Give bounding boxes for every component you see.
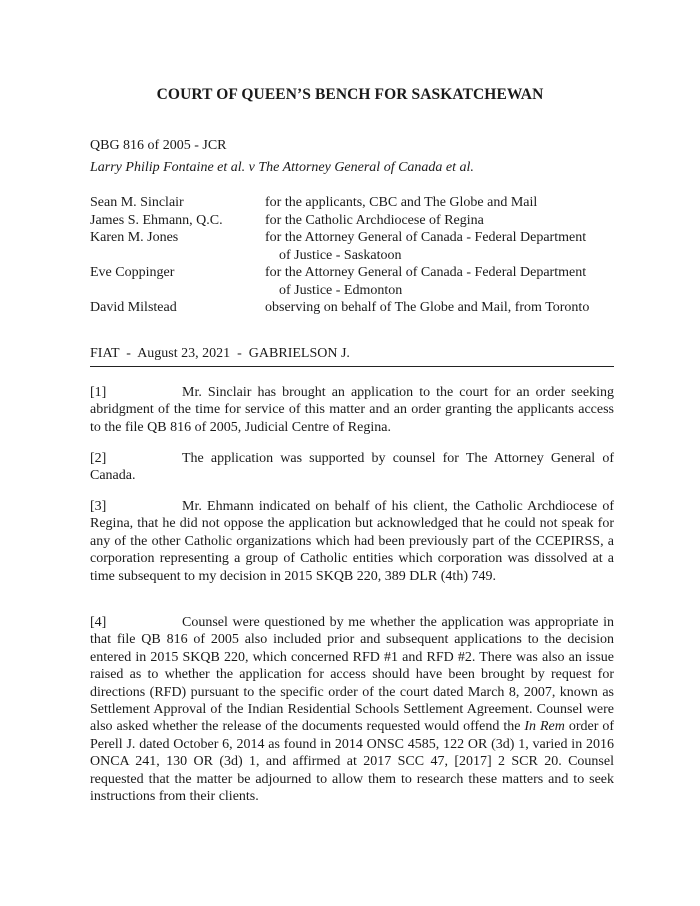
paragraph-text: Mr. Ehmann indicated on behalf of his client, the Catholic Archdiocese of Regina, that he did not oppose the application but acknowledged that he could not speak for any of the other Catholic organizations which had been previously part of the CCEPIRSS, a corporation representing a group of Catholic entities which corporation was dissolved at a time subsequent to my decision in 2015 SKQB 220, 389 DLR (4th) 749. xyxy=(90,499,614,584)
file-number: QBG 816 of 2005 - JCR xyxy=(90,138,227,153)
counsel-name: Sean M. Sinclair xyxy=(90,195,184,210)
counsel-role-line: for the Attorney General of Canada - Federal Department xyxy=(265,265,587,280)
counsel-role-line: for the Catholic Archdiocese of Regina xyxy=(265,212,484,228)
paragraph-number: [2] xyxy=(90,451,107,466)
paragraph-number: [1] xyxy=(90,385,107,400)
counsel-role xyxy=(265,264,620,299)
counsel-row xyxy=(90,212,620,230)
counsel-role-continuation: of Justice - Saskatoon xyxy=(279,247,402,263)
paragraph-1 xyxy=(90,384,614,436)
counsel-row xyxy=(90,264,620,299)
counsel-name: David Milstead xyxy=(90,300,177,315)
paragraph-text: The application was supported by counsel for The Attorney General of Canada. xyxy=(90,451,614,484)
counsel-role-continuation: of Justice - Edmonton xyxy=(279,282,403,298)
counsel-list xyxy=(90,194,620,317)
counsel-row xyxy=(90,194,620,212)
counsel-role-line: for the Attorney General of Canada - Federal Department xyxy=(265,230,587,245)
counsel-role-line: for the applicants, CBC and The Globe and Mail xyxy=(265,195,538,210)
heading-rule xyxy=(90,366,614,367)
paragraph-number: [3] xyxy=(90,499,107,514)
paragraph-text: Counsel were questioned by me whether the application was appropriate in that file QB 816 of 2005 also included prior and subsequent applications to the decision entered in 2015 SKQB 220, which concerned RFD #1 and RFD #2. There was also an issue raised as to whether the application for access should have been brought by request for directions (RFD) pursuant to the specific order of the court dated March 8, 2007, known as Settlement Approval of the Indian Residential Schools Settlement Agreement. Counsel were also asked whether the release of the documents requested would offend the xyxy=(90,615,614,735)
counsel-row xyxy=(90,229,620,264)
court-title: COURT OF QUEEN’S BENCH FOR SASKATCHEWAN xyxy=(156,86,544,103)
paragraph-3 xyxy=(90,498,614,585)
counsel-role xyxy=(265,212,620,230)
counsel-role xyxy=(265,299,620,317)
counsel-row xyxy=(90,299,620,317)
counsel-name: James S. Ehmann, Q.C. xyxy=(90,212,223,228)
counsel-role-line: observing on behalf of The Globe and Mail, from Toronto xyxy=(265,300,590,315)
paragraph-number: [4] xyxy=(90,615,107,630)
paragraph-4 xyxy=(90,614,614,805)
fiat-heading: FIAT - August 23, 2021 - GABRIELSON J. xyxy=(90,346,350,361)
counsel-name: Karen M. Jones xyxy=(90,230,179,245)
paragraph-2 xyxy=(90,450,614,485)
counsel-role xyxy=(265,194,620,212)
style-of-cause: Larry Philip Fontaine et al. v The Attorney General of Canada et al. xyxy=(90,160,474,175)
paragraph-text-continued: order of Perell J. dated October 6, 2014 as found in 2014 ONSC 4585, 122 OR (3d) 1, varied in 2016 ONCA 241, 130 OR (3d) 1, and affirmed at 2017 SCC 47, [2017] 2 SCR 20. Counsel requested that the matter be adjourned to allow them to research these matters and to seek instructions from their clients. xyxy=(90,719,614,805)
paragraph-italic-text: In Rem xyxy=(524,719,565,735)
paragraph-text: Mr. Sinclair has brought an application to the court for an order seeking abridgment of the time for service of this matter and an order granting the applicants access to the file QB 816 of 2005, Judicial Centre of Regina. xyxy=(90,385,614,435)
counsel-name: Eve Coppinger xyxy=(90,265,175,280)
counsel-role xyxy=(265,229,620,264)
